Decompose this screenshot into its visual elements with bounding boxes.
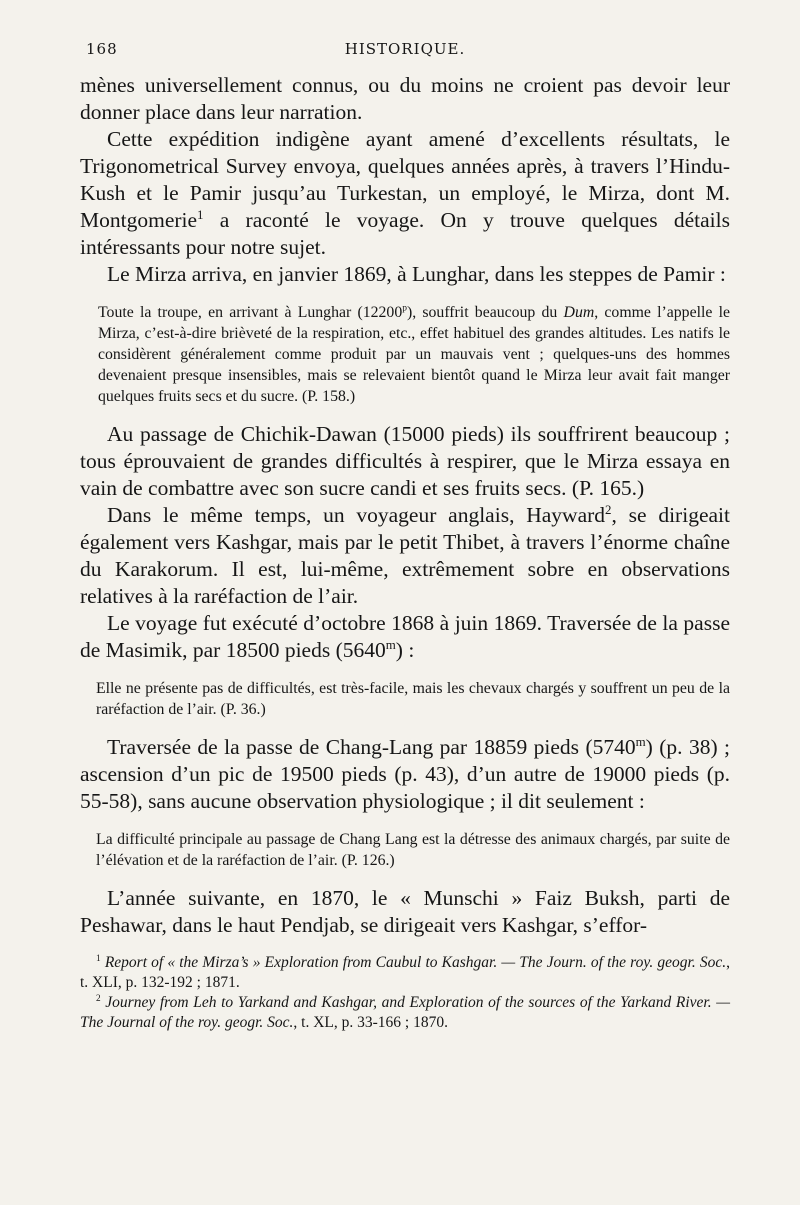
footnote-ref[interactable]: 2 <box>605 502 612 517</box>
quote-text: Elle ne présente pas de difficultés, est très-facile, mais les chevaux chargés y souffrent un peu de la raréfaction de l’air. (P. 36.) <box>96 680 730 718</box>
paragraph-text: a raconté le voyage. On y trouve quelques détails intéressants pour notre sujet. <box>80 208 730 259</box>
paragraph <box>80 610 730 664</box>
quote-text: ), souffrit beaucoup du <box>406 304 564 321</box>
paragraph <box>80 261 730 288</box>
paragraph <box>80 126 730 261</box>
book-page <box>80 36 730 1033</box>
paragraph-text: mènes universellement connus, ou du moins ne croient pas devoir leur donner place dans leur narration. <box>80 73 730 124</box>
paragraph <box>80 885 730 939</box>
paragraph <box>80 72 730 126</box>
paragraph <box>80 734 730 815</box>
footnote <box>80 953 730 993</box>
block-quote <box>80 829 730 871</box>
paragraph-text: ) (p. 38) ; ascension d’un pic de 19500 pieds (p. 43), d’un autre de 19000 pieds (p. 55-58), sans aucune observation physiologique ; il dit seulement : <box>80 735 731 813</box>
paragraph-text: Le Mirza arriva, en janvier 1869, à Lunghar, dans les steppes de Pamir : <box>107 262 726 286</box>
paragraph-text: , se dirigeait également vers Kashgar, mais par le petit Thibet, à travers l’énorme chaîne du Karakorum. Il est, lui-même, extrêmement sobre en observations relatives à la raréfaction de l’air. <box>80 503 730 608</box>
footnote-ref[interactable]: 1 <box>197 207 204 222</box>
paragraph-text: Le voyage fut exécuté d’octobre 1868 à juin 1869. Traversée de la passe de Masimik, par 18500 pieds (5640 <box>80 611 730 662</box>
footnote <box>80 993 730 1033</box>
unit-superscript: p <box>402 303 407 314</box>
paragraph-text: ) : <box>395 638 415 662</box>
paragraph-text: Traversée de la passe de Chang-Lang par 18859 pieds (5740 <box>107 735 636 759</box>
footnote-mark: 1 <box>96 953 101 964</box>
paragraph <box>80 421 730 502</box>
unit-superscript: m <box>635 734 646 749</box>
block-quote <box>80 302 730 407</box>
running-head: HISTORIQUE. <box>344 40 466 58</box>
footnote-text: , t. XL, p. 33-166 ; 1870. <box>293 1014 448 1031</box>
footnote-text: , t. XLI, p. 132-192 ; 1871. <box>80 954 730 991</box>
paragraph-text: Cette expédition indigène ayant amené d’excellents résultats, le Trigonometrical Survey envoya, quelques années après, à travers l’Hindu-Kush et le Pamir jusqu’au Turkestan, un employé, le Mirza, dont M. Montgomerie <box>80 127 730 232</box>
page-header <box>80 36 730 60</box>
footnote-citation: Report of « the Mirza’s » Exploration from Caubul to Kashgar. — The Journ. of the roy. geogr. Soc. <box>104 954 727 971</box>
block-quote <box>80 678 730 720</box>
paragraph-text: Dans le même temps, un voyageur anglais, Hayward <box>107 503 606 527</box>
quote-text: Toute la troupe, en arrivant à Lunghar (12200 <box>98 304 403 321</box>
footnotes <box>80 953 730 1033</box>
paragraph-text: L’année suivante, en 1870, le « Munschi » Faiz Buksh, parti de Peshawar, dans le haut Pendjab, se dirigeait vers Kashgar, s’effor- <box>80 886 730 937</box>
main-text <box>80 72 730 939</box>
quote-text: La difficulté principale au passage de Chang Lang est la détresse des animaux chargés, par suite de l’élévation et de la raréfaction de l’air. (P. 126.) <box>96 831 730 869</box>
paragraph-text: Au passage de Chichik-Dawan (15000 pieds) ils souffrirent beaucoup ; tous éprouvaient de grandes difficultés à respirer, que le Mirza essaya en vain de combattre avec son sucre candi et ses fruits secs. (P. 165.) <box>80 422 730 500</box>
quote-text: , comme l’appelle le Mirza, c’est-à-dire brièveté de la respiration, etc., effet habituel des grandes altitudes. Les natifs le considèrent généralement comme produit par un mauvais vent ; quelques-uns des hommes devenaient presque insensibles, mais se relevaient bientôt quand le Mirza leur avait fait manger quelques fruits secs et du sucre. (P. 158.) <box>98 304 730 405</box>
italic-term: Dum <box>563 304 595 321</box>
unit-superscript: m <box>385 637 396 652</box>
footnote-citation: Journey from Leh to Yarkand and Kashgar, and Exploration of the sources of the Yarkand River. — The Journal of the roy. geogr. Soc. <box>80 994 731 1031</box>
page-number: 168 <box>86 40 118 58</box>
footnote-mark: 2 <box>96 993 101 1004</box>
paragraph <box>80 502 730 610</box>
